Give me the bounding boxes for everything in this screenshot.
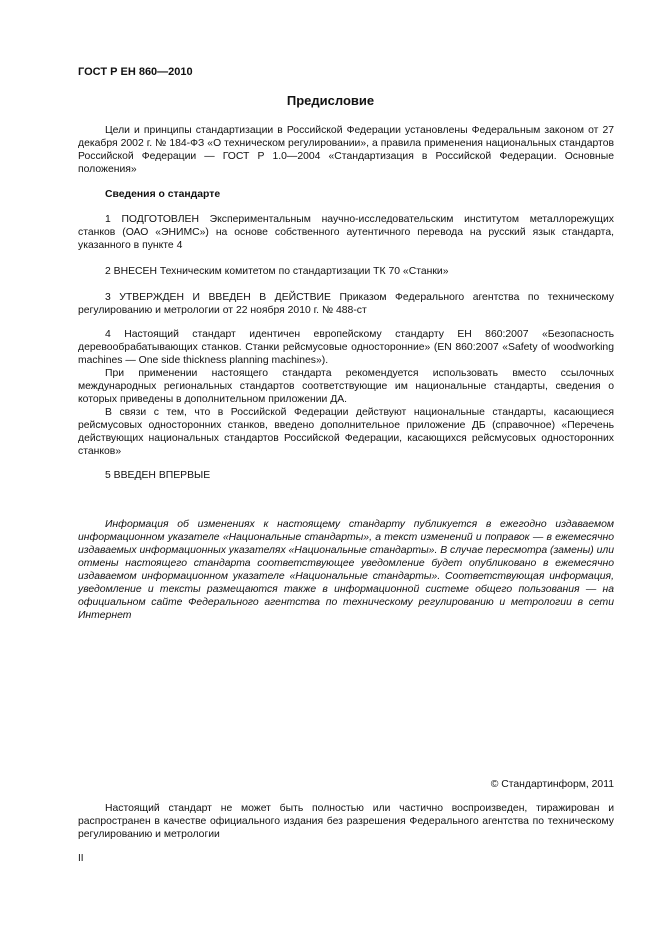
item-4-paragraph: 4 Настоящий стандарт идентичен европейскому стандарту ЕН 860:2007 «Безопасность деревообрабатывающих станков. Станки рейсмусовые односторонние» (EN 860:2007 «Safety of woodworking machines — One side thickness planning machines»). (78, 329, 614, 366)
reproduction-notice-paragraph: Настоящий стандарт не может быть полностью или частично воспроизведен, тиражирован и распространен в качестве официального издания без разрешения Федерального агентства по техническому регулированию и метрологии (78, 803, 614, 840)
page-title: Предисловие (286, 93, 375, 108)
copyright-line: © Стандартинформ, 2011 (490, 779, 614, 790)
standard-info-heading: Сведения о стандарте (105, 189, 221, 200)
item-5-block (78, 469, 614, 482)
item-4-references-paragraph: При применении настоящего стандарта рекомендуется использовать вместо ссылочных международных региональных стандартов соответствующие им национальные стандарты, сведения о которых приведены в дополнительном приложении ДА. (78, 368, 614, 405)
item-1-paragraph: 1 ПОДГОТОВЛЕН Экспериментальным научно-исследовательским институтом металлорежущих станков (ОАО «ЭНИМС») на основе собственного аутентичного перевода на русский язык стандарта, указанного в пункте 4 (78, 214, 614, 251)
document-code-header: ГОСТ Р ЕН 860—2010 (78, 66, 193, 78)
item-1-block (78, 213, 614, 252)
legal-block (78, 802, 614, 841)
item-4-block (78, 328, 614, 458)
intro-block (78, 124, 614, 176)
standard-info-heading-block (78, 188, 614, 201)
item-4-annex-paragraph: В связи с тем, что в Российской Федерации действуют национальные стандарты, касающиеся рейсмусовых односторонних станков, введено дополнительное приложение ДБ (справочное) «Перечень действующих национальных стандартов Российской Федерации, касающихся рейсмусовых односторонних станков» (78, 407, 614, 457)
intro-paragraph: Цели и принципы стандартизации в Российской Федерации установлены Федеральным законом от 27 декабря 2002 г. № 184-ФЗ «О техническом регулировании», а правила применения национальных стандартов Российской Федерации — ГОСТ Р 1.0—2004 «Стандартизация в Российской Федерации. Основные положения» (78, 125, 614, 175)
item-2-block (78, 265, 614, 278)
page-number: II (78, 853, 84, 864)
item-5-paragraph: 5 ВВЕДЕН ВПЕРВЫЕ (105, 470, 211, 481)
item-2-paragraph: 2 ВНЕСЕН Техническим комитетом по стандартизации ТК 70 «Станки» (105, 266, 449, 277)
changes-notice-paragraph: Информация об изменениях к настоящему стандарту публикуется в ежегодно издаваемом информационном указателе «Национальные стандарты», а текст изменений и поправок — в ежемесячно издаваемых информационных указателях «Национальные стандарты». В случае пересмотра (замены) или отмены настоящего стандарта соответствующее уведомление будет опубликовано в ежемесячно издаваемом информационном указателе «Национальные стандарты». Соответствующая информация, уведомление и тексты размещаются также в информационной системе общего пользования — на официальном сайте Федерального агентства по техническому регулированию и метрологии в сети Интернет (78, 519, 614, 621)
item-3-paragraph: 3 УТВЕРЖДЕН И ВВЕДЕН В ДЕЙСТВИЕ Приказом Федерального агентства по техническому регулированию и метрологии от 22 ноября 2010 г. № 488-ст (78, 292, 614, 316)
item-3-block (78, 291, 614, 317)
notice-block (78, 518, 614, 622)
